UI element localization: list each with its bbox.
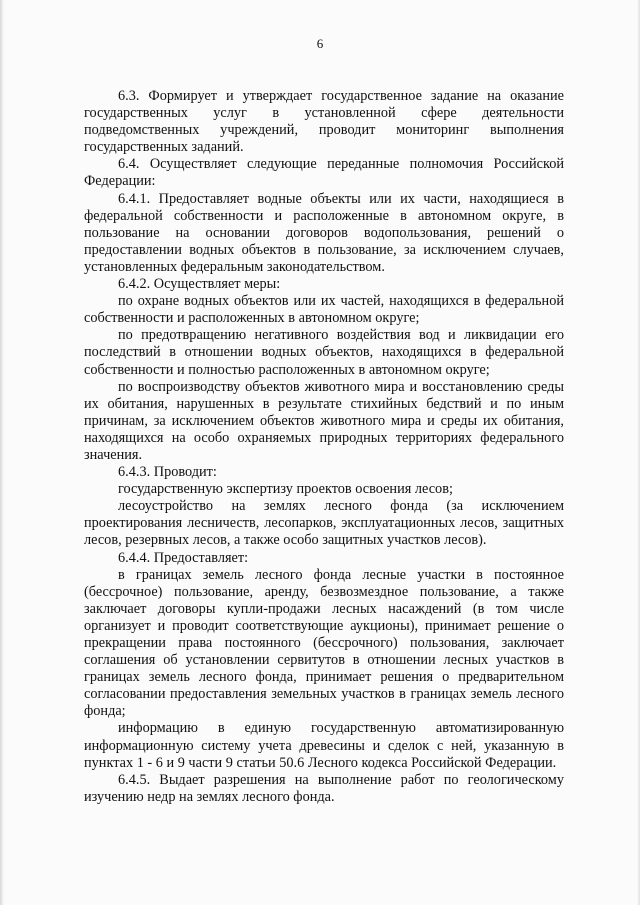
page-number: 6 [316, 36, 324, 51]
paragraph-timber-info: информацию в единую государственную автоматизированную информационную систему учета древесины и сделок с ней, указанную в пунктах 1 - 6 и 9 части 9 статьи 50.6 Лесного кодекса Российской Федерации. [84, 720, 564, 771]
paragraph-6-4: 6.4. Осуществляет следующие переданные полномочия Российской Федерации: [84, 156, 564, 190]
paragraph-6-3: 6.3. Формирует и утверждает государственное задание на оказание государственных услуг в установленной сфере деятельности подведомственных учреждений, проводит мониторинг выполнения государственных заданий. [84, 88, 564, 156]
paragraph-6-4-5: 6.4.5. Выдает разрешения на выполнение работ по геологическому изучению недр на землях лесного фонда. [84, 771, 564, 805]
document-body [84, 88, 564, 806]
scan-edge-left [0, 0, 4, 905]
paragraph-water-protection: по охране водных объектов или их частей, находящихся в федеральной собственности и расположенных в автономном округе; [84, 293, 564, 327]
paragraph-6-4-3: 6.4.3. Проводит: [118, 464, 217, 481]
paragraph-forest-management: лесоустройство на землях лесного фонда (за исключением проектирования лесничеств, лесопарков, эксплуатационных лесов, защитных лесов, резервных лесов, а также особо защитных участков лесов). [84, 498, 564, 549]
paragraph-forest-expertise: государственную экспертизу проектов освоения лесов; [118, 481, 453, 498]
paragraph-wildlife: по воспроизводству объектов животного мира и восстановлению среды их обитания, нарушенных в результате стихийных бедствий и по иным причинам, за исключением объектов животного мира и среды их обитания, находящихся на особо охраняемых природных территориях федерального значения. [84, 378, 564, 463]
paragraph-6-4-1: 6.4.1. Предоставляет водные объекты или их части, находящиеся в федеральной собственности и расположенные в автономном округе, в пользование на основании договоров водопользования, решений о предоставлении водных объектов в пользование, за исключением случаев, установленных федеральным законодательством. [84, 190, 564, 275]
paragraph-water-impact: по предотвращению негативного воздействия вод и ликвидации его последствий в отношении водных объектов, находящихся в федеральной собственности и полностью расположенных в автономном округе; [84, 327, 564, 378]
paragraph-forest-plots: в границах земель лесного фонда лесные участки в постоянное (бессрочное) пользование, аренду, безвозмездное пользование, а также заключает договоры купли-продажи лесных насаждений (в том числе организует и проводит соответствующие аукционы), принимает решение о прекращении права постоянного (бессрочного) пользования, заключает соглашения об установлении сервитутов в отношении лесных участков в границах земель лесного фонда, принимает решения о предварительном согласовании предоставления земельных участков в границах земель лесного фонда; [84, 566, 564, 720]
paragraph-6-4-4: 6.4.4. Предоставляет: [118, 549, 249, 566]
paragraph-6-4-2: 6.4.2. Осуществляет меры: [118, 276, 281, 293]
